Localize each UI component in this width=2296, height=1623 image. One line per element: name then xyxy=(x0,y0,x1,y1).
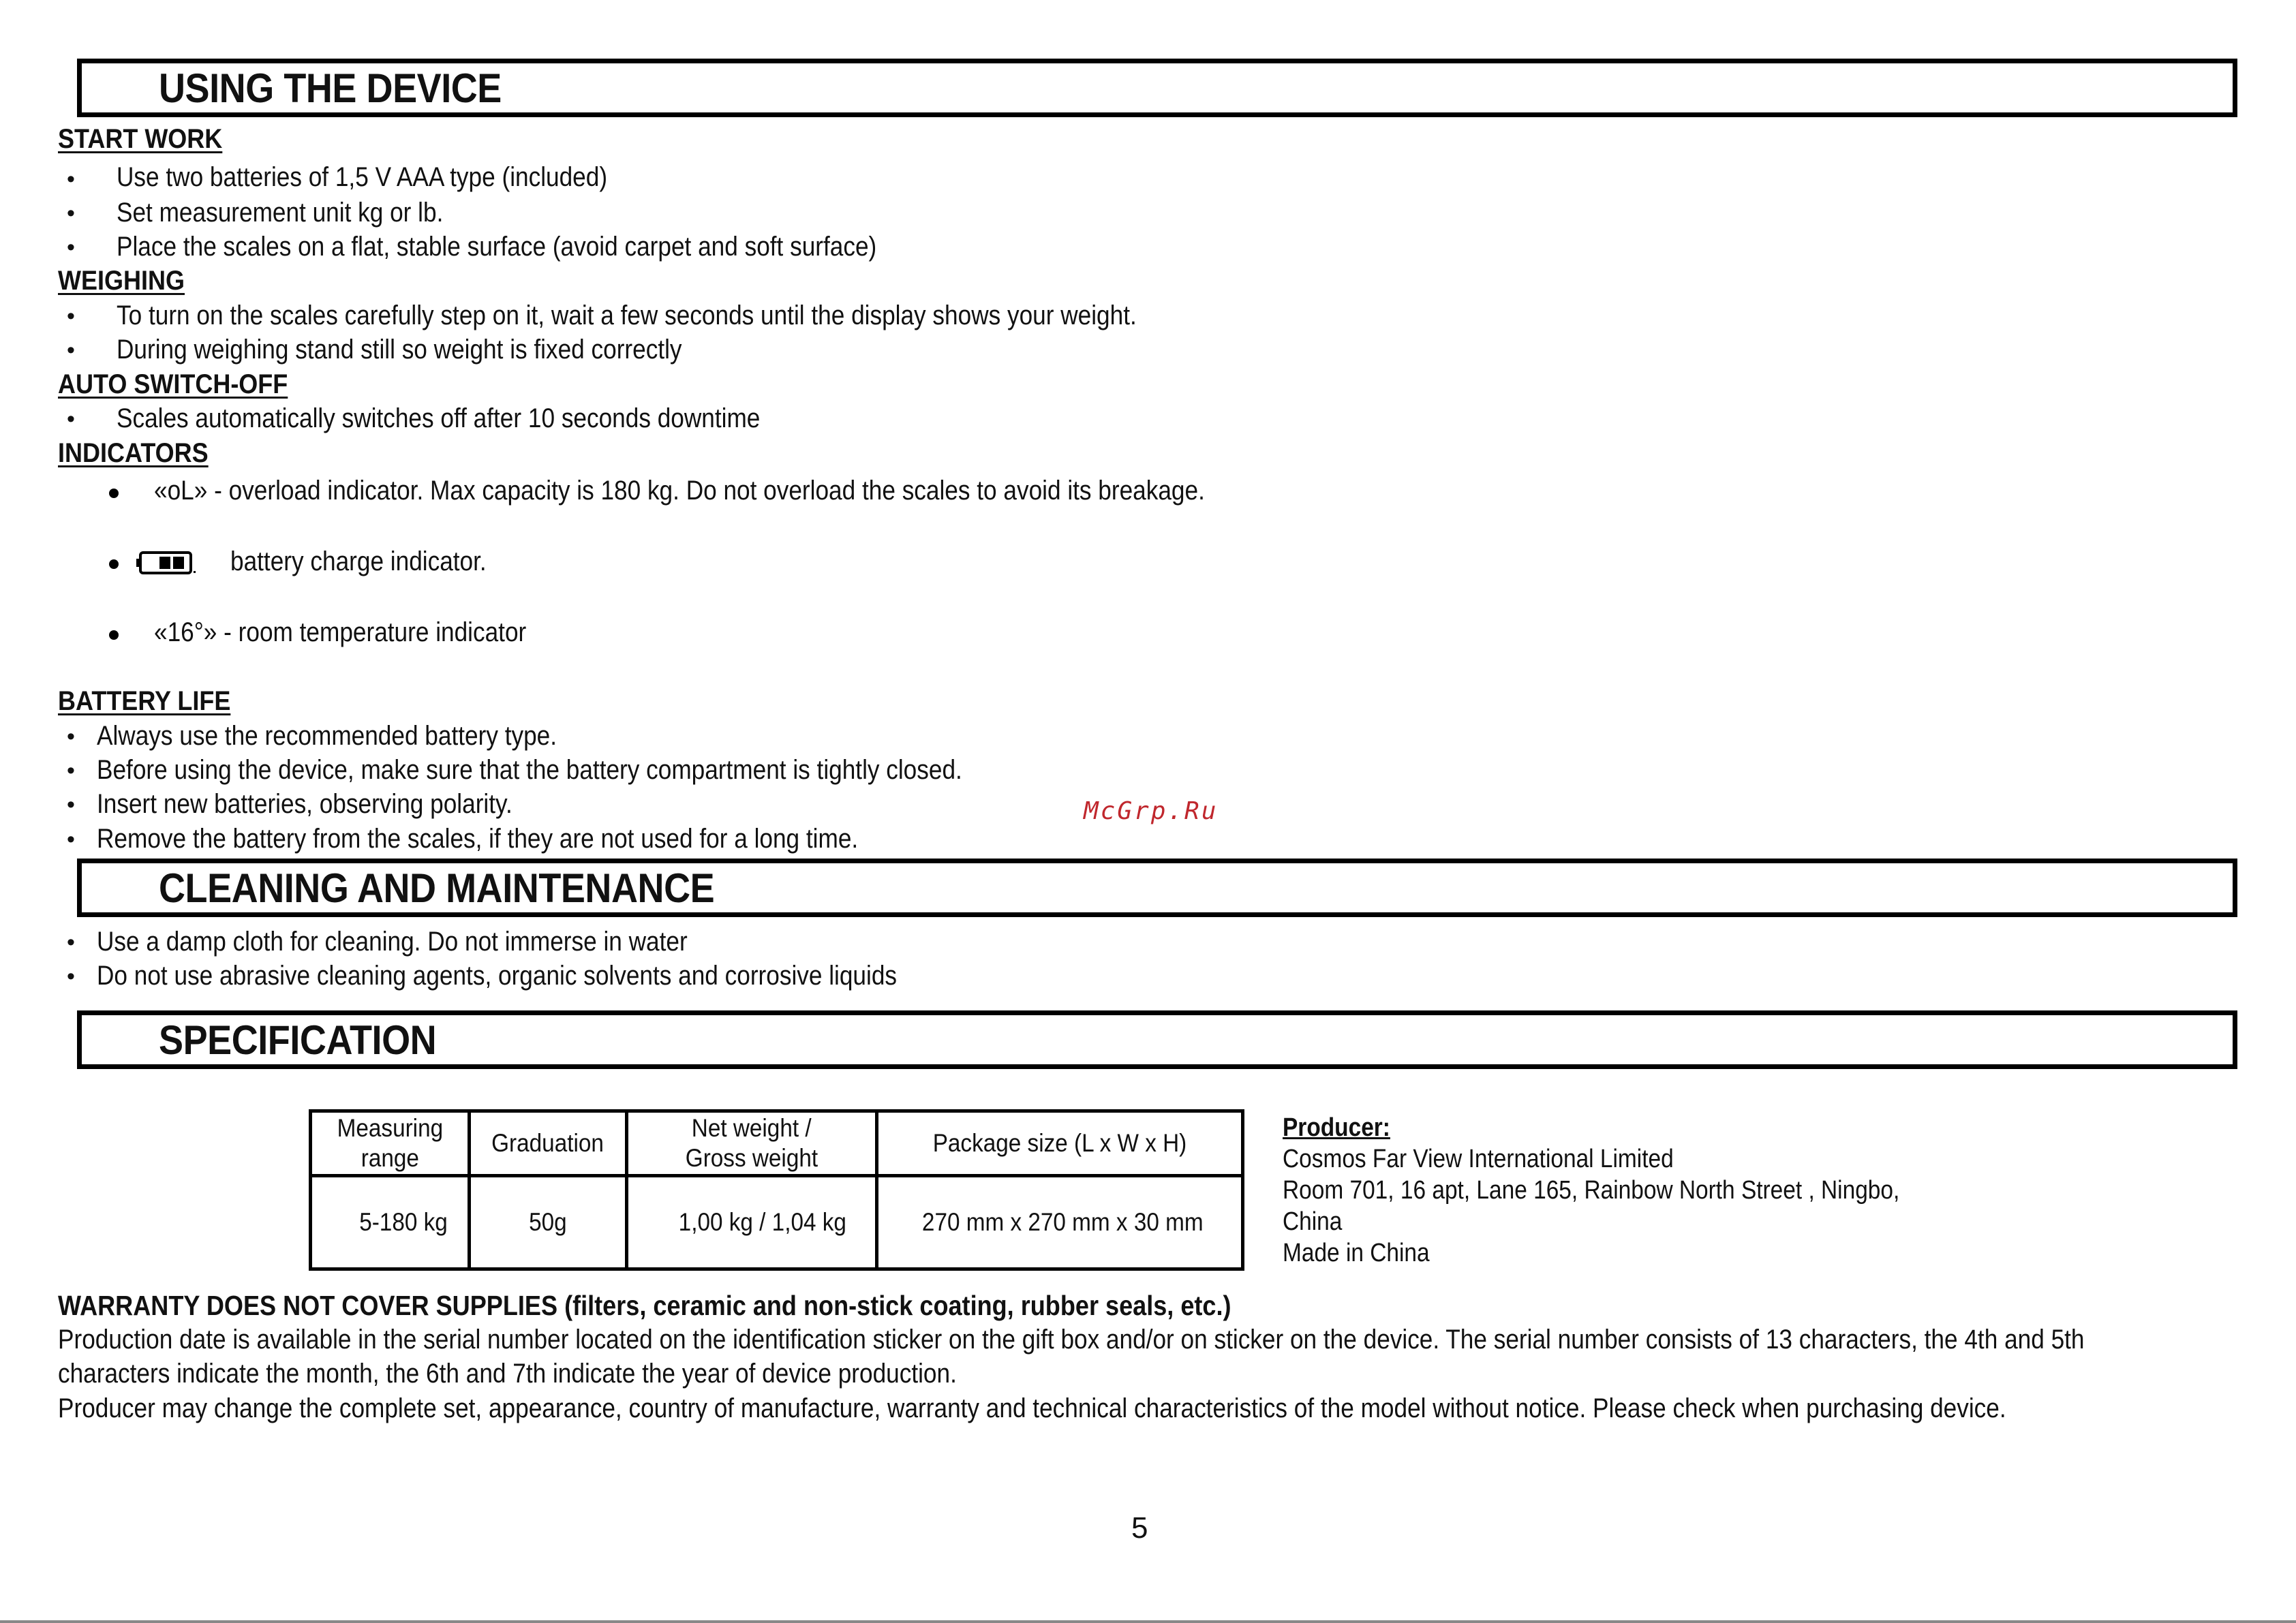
producer-heading: Producer: xyxy=(1283,1113,1390,1142)
start-work-item-3: Place the scales on a flat, stable surface (avoid carpet and soft surface) xyxy=(117,232,877,262)
producer-line: Cosmos Far View International Limited xyxy=(1283,1145,1674,1173)
header-text: Measuring xyxy=(337,1114,443,1142)
header-weight xyxy=(627,1111,877,1176)
bullet: • xyxy=(67,963,75,989)
bullet: • xyxy=(67,234,75,260)
table-header-row xyxy=(311,1111,1243,1176)
section-banner-cleaning xyxy=(77,859,2237,917)
bullet: • xyxy=(67,724,75,749)
section-banner-specification xyxy=(77,1010,2237,1069)
bullet: • xyxy=(67,337,75,363)
battery-life-item-1: Always use the recommended battery type. xyxy=(97,721,557,751)
warranty-text-line-1: Production date is available in the serial number located on the identification sticker on the gift box and/or on sticker on the device. The serial number consists of 13 characters, the 4th and 5th xyxy=(58,1325,2085,1355)
bullet: • xyxy=(67,200,75,226)
section-title-using: USING THE DEVICE xyxy=(159,65,502,111)
start-work-item-1: Use two batteries of 1,5 V AAA type (included) xyxy=(117,162,608,192)
specification-table xyxy=(309,1109,1244,1271)
value-weight xyxy=(627,1176,877,1269)
section-title-cleaning: CLEANING AND MAINTENANCE xyxy=(159,865,715,911)
value-graduation xyxy=(470,1176,627,1269)
section-title-specification: SPECIFICATION xyxy=(159,1017,437,1063)
weighing-item-2: During weighing stand still so weight is fixed correctly xyxy=(117,335,682,365)
indicator-overload: «oL» - overload indicator. Max capacity is 180 kg. Do not overload the scales to avoid its breakage. xyxy=(154,476,1205,506)
weighing-item-1: To turn on the scales carefully step on it, wait a few seconds until the display shows your weight. xyxy=(117,300,1137,330)
battery-life-item-2: Before using the device, make sure that the battery compartment is tightly closed. xyxy=(97,755,962,785)
header-package-size xyxy=(877,1111,1243,1176)
heading-weighing: WEIGHING xyxy=(58,266,185,296)
battery-life-item-4: Remove the battery from the scales, if they are not used for a long time. xyxy=(97,824,859,854)
header-measuring-range xyxy=(311,1111,470,1176)
header-text: Gross weight xyxy=(685,1144,818,1172)
section-banner-using xyxy=(77,59,2237,117)
indicator-bullet xyxy=(109,559,119,569)
producer-line: Made in China xyxy=(1283,1239,1430,1267)
bullet: • xyxy=(67,758,75,784)
producer-block xyxy=(1283,1112,1984,1269)
value-package-size xyxy=(877,1176,1243,1269)
header-text: Package size (L x W x H) xyxy=(932,1129,1187,1157)
cleaning-item-1: Use a damp cloth for cleaning. Do not immerse in water xyxy=(97,927,688,957)
auto-switch-off-item-1: Scales automatically switches off after 10 seconds downtime xyxy=(117,403,761,433)
page-number: 5 xyxy=(1131,1511,1148,1545)
indicator-temperature: «16°» - room temperature indicator xyxy=(154,617,527,647)
cell-text: 5-180 kg xyxy=(359,1208,448,1236)
producer-line: China xyxy=(1283,1207,1343,1236)
bullet: • xyxy=(67,406,75,432)
header-text: Graduation xyxy=(491,1129,604,1157)
battery-life-item-3: Insert new batteries, observing polarity. xyxy=(97,789,512,819)
header-text: range xyxy=(361,1144,419,1172)
indicator-bullet xyxy=(109,489,119,498)
header-text: Net weight / xyxy=(692,1114,812,1142)
cell-text: 50g xyxy=(529,1208,567,1236)
heading-battery-life: BATTERY LIFE xyxy=(58,686,231,716)
warranty-title: WARRANTY DOES NOT COVER SUPPLIES (filters, ceramic and non-stick coating, rubber seals, etc.) xyxy=(58,1290,1231,1321)
warranty-text-line-3: Producer may change the complete set, appearance, country of manufacture, warranty and technical characteristics of the model without notice. Please check when purchasing device. xyxy=(58,1393,2006,1423)
heading-indicators: INDICATORS xyxy=(58,438,209,468)
indicator-battery: battery charge indicator. xyxy=(230,546,487,576)
bullet: • xyxy=(67,929,75,955)
heading-start-work: START WORK xyxy=(58,124,223,154)
indicator-bullet xyxy=(109,630,119,640)
warranty-text-line-2: characters indicate the month, the 6th and 7th indicate the year of device production. xyxy=(58,1359,957,1389)
bullet: • xyxy=(67,826,75,852)
battery-icon xyxy=(136,551,198,575)
bullet: • xyxy=(67,303,75,329)
watermark: McGrp.Ru xyxy=(1084,797,1219,825)
bullet: • xyxy=(67,166,75,192)
producer-line: Room 701, 16 apt, Lane 165, Rainbow North Street , Ningbo, xyxy=(1283,1176,1900,1205)
table-row xyxy=(311,1176,1243,1269)
cleaning-item-2: Do not use abrasive cleaning agents, organic solvents and corrosive liquids xyxy=(97,961,898,991)
bottom-rule xyxy=(0,1620,2296,1623)
cell-text: 270 mm x 270 mm x 30 mm xyxy=(922,1208,1204,1236)
start-work-item-2: Set measurement unit kg or lb. xyxy=(117,198,444,228)
bullet: • xyxy=(67,792,75,818)
cell-text: 1,00 kg / 1,04 kg xyxy=(679,1208,847,1236)
heading-auto-switch-off: AUTO SWITCH-OFF xyxy=(58,369,288,399)
header-graduation xyxy=(470,1111,627,1176)
value-measuring-range xyxy=(311,1176,470,1269)
